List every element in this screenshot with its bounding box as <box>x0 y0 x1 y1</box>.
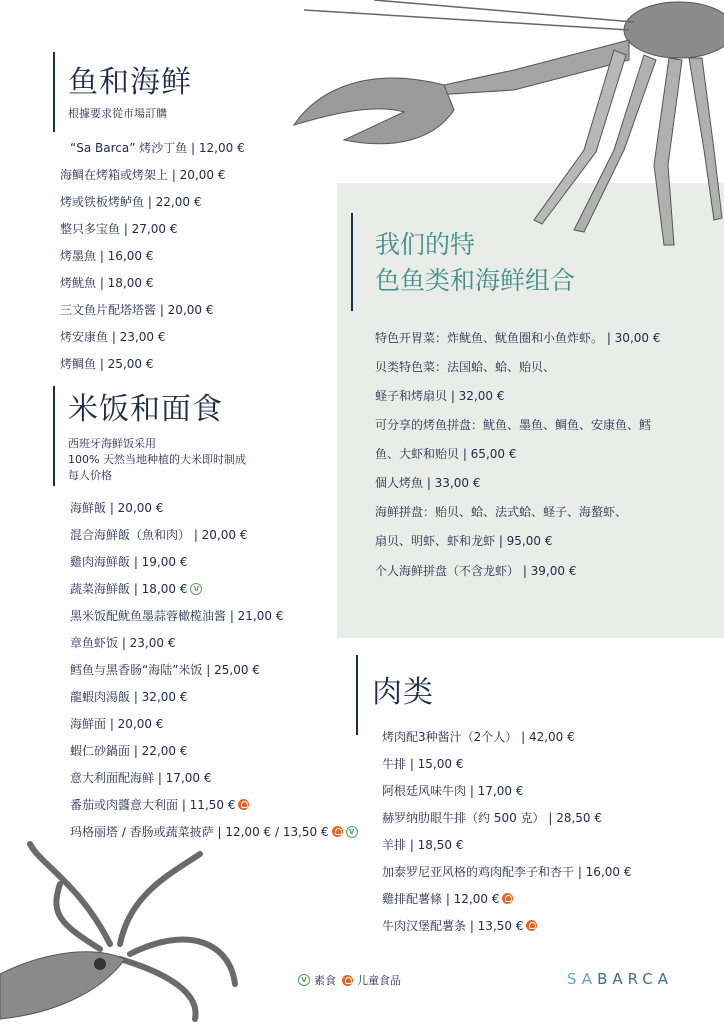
specials-title-line-2: 色鱼类和海鲜组合 <box>375 266 576 295</box>
fish-title-bar <box>53 52 55 132</box>
kids-icon <box>332 826 343 837</box>
lobster-illustration <box>284 0 724 260</box>
menu-item: 鳕鱼与黑香肠“海陆”米饭 | 25,00 € <box>70 663 260 677</box>
menu-item: 蝦仁砂鍋面 | 22,00 € <box>70 744 188 758</box>
special-item: 扇贝、明虾、虾和龙虾 | 95,00 € <box>375 534 553 548</box>
rice-subtitle-2: 100% 天然当地种植的大米即时制成 <box>68 453 246 466</box>
menu-item: 整只多宝鱼 | 27,00 € <box>60 222 178 236</box>
menu-item: 黑米饭配鱿鱼墨蒜蓉橄榄油酱 | 21,00 € <box>70 609 284 623</box>
legend-vegetarian-label: 素食 <box>314 974 336 987</box>
menu-item: 蔬菜海鮮飯 | 18,00 € V <box>70 580 202 597</box>
menu-item: 烤安康鱼 | 23,00 € <box>60 330 166 344</box>
meat-section-title: 肉类 <box>372 675 434 710</box>
specials-title-bar <box>351 213 353 311</box>
special-item: 個人烤魚 | 33,00 € <box>375 476 481 490</box>
menu-item: 三文鱼片配塔塔酱 | 20,00 € <box>60 303 214 317</box>
vegetarian-v-icon: V <box>190 583 202 595</box>
menu-item: 海鲷在烤箱或烤架上 | 20,00 € <box>60 168 226 182</box>
menu-item: 加泰罗尼亚风格的鸡肉配李子和杏干 | 16,00 € <box>382 865 632 879</box>
menu-item: 意大利面配海鲜 | 17,00 € <box>70 771 212 785</box>
menu-item: 烤或铁板烤鲈鱼 | 22,00 € <box>60 195 202 209</box>
kids-icon <box>502 893 513 904</box>
menu-item: 羊排 | 18,50 € <box>382 838 464 852</box>
menu-item: “Sa Barca” 烤沙丁鱼 | 12,00 € <box>70 141 245 155</box>
kids-icon <box>342 975 353 986</box>
special-item: 海鲜拼盘：贻贝、蛤、法式蛤、蛏子、海螯虾、 <box>375 505 628 519</box>
special-item: 特色开胃菜：炸鱿鱼、鱿鱼圈和小鱼炸虾。 | 30,00 € <box>375 331 661 345</box>
menu-item: 烤鱿魚 | 18,00 € <box>60 276 154 290</box>
menu-item: 番茄或肉醬意大利面 | 11,50 € <box>70 796 249 813</box>
fish-subtitle: 根據要求從市場訂購 <box>68 107 167 120</box>
rice-subtitle-1: 西班牙海鲜饭采用 <box>68 437 156 450</box>
brand-sa: SA <box>567 970 598 988</box>
special-item: 贝类特色菜：法国蛤、蛤、贻贝、 <box>375 360 556 374</box>
rice-subtitle-3: 每人价格 <box>68 469 112 482</box>
menu-item: 雞排配薯條 | 12,00 € <box>382 890 513 907</box>
fish-section-title: 鱼和海鲜 <box>68 65 192 100</box>
menu-item: 烤肉配3种酱汁（2个人） | 42,00 € <box>382 730 575 744</box>
menu-item: 赫罗纳肋眼牛排（约 500 克） | 28,50 € <box>382 811 603 825</box>
kids-icon <box>526 920 537 931</box>
brand-barca: BARCA <box>597 970 674 988</box>
special-item: 蛏子和烤扇贝 | 32,00 € <box>375 389 505 403</box>
legend-kids <box>342 972 401 988</box>
specials-title-line-1: 我们的特 <box>375 230 476 259</box>
menu-item: 牛排 | 15,00 € <box>382 757 464 771</box>
menu-item: 阿根廷风味牛肉 | 17,00 € <box>382 784 524 798</box>
menu-item: 海鮮飯 | 20,00 € <box>70 501 164 515</box>
menu-item: 混合海鮮飯（魚和肉） | 20,00 € <box>70 528 248 542</box>
legend-vegetarian <box>298 972 336 988</box>
menu-item: 烤鲷鱼 | 25,00 € <box>60 357 154 371</box>
rice-section-title: 米饭和面食 <box>68 392 223 427</box>
kids-icon <box>238 799 249 810</box>
rice-title-bar <box>53 386 55 486</box>
special-item: 个人海鲜拼盘（不含龙虾） | 39,00 € <box>375 564 577 578</box>
menu-item: 牛肉汉堡配薯条 | 13,50 € <box>382 917 537 934</box>
menu-item: 龍蝦肉湯飯 | 32,00 € <box>70 690 188 704</box>
vegetarian-v-icon: V <box>298 974 310 986</box>
menu-item: 章鱼虾饭 | 23,00 € <box>70 636 176 650</box>
vegetarian-v-icon: V <box>346 826 358 838</box>
menu-item: 烤墨魚 | 16,00 € <box>60 249 154 263</box>
menu-item: 玛格丽塔 / 香肠或蔬菜披萨 | 12,00 € / 13,50 € V <box>70 823 358 840</box>
legend-kids-label: 儿童食品 <box>357 974 401 987</box>
meat-title-bar <box>356 655 358 735</box>
brand-logo <box>567 970 673 988</box>
special-item: 鱼、大虾和贻贝 | 65,00 € <box>375 447 517 461</box>
special-item: 可分享的烤鱼拼盘：鱿鱼、墨鱼、鲷鱼、安康鱼、鳕 <box>375 418 652 432</box>
squid-illustration <box>0 824 250 1024</box>
menu-item: 海鮮面 | 20,00 € <box>70 717 164 731</box>
menu-item: 雞肉海鮮飯 | 19,00 € <box>70 555 188 569</box>
